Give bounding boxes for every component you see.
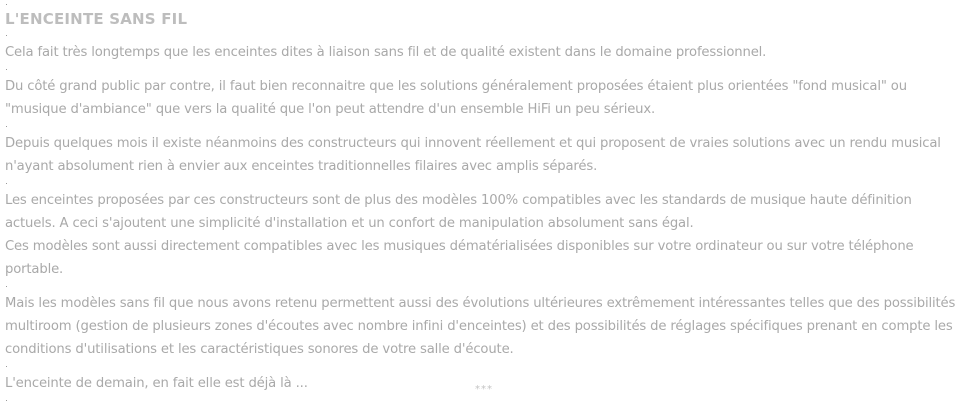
paragraph-intro: Cela fait très longtemps que les enceintes dites à liaison sans fil et de qualité existent dans le domaine professionnel. <box>5 45 767 60</box>
paragraph-compatibility: Ces modèles sont aussi directement compatibles avec les musiques dématérialisées disponibles sur votre ordinateur ou sur votre téléphone portable. <box>5 239 914 277</box>
paragraph-standards: Les enceintes proposées par ces constructeurs sont de plus des modèles 100% compatibles avec les standards de musique haute définition actuels. A ceci s'ajoutent une simplicité d'installation et un confort de manipulation absolument sans égal. <box>5 193 912 231</box>
spacer-dot <box>6 126 7 127</box>
article <box>5 4 965 401</box>
paragraph-innovators: Depuis quelques mois il existe néanmoins des constructeurs qui innovent réellement et qui proposent de vraies solutions avec un rendu musical n'ayant absolument rien à envier aux enceintes traditionnelles filaires avec amplis séparés. <box>5 136 941 174</box>
spacer-dot <box>6 286 7 287</box>
spacer-dot <box>6 400 7 401</box>
paragraph-multiroom: Mais les modèles sans fil que nous avons retenu permettent aussi des évolutions ultérieures extrêmement intéressantes telles que des possibilités multiroom (gestion de plusieurs zones d'écoutes avec nombre infini d'enceintes) et des possibilités de réglages spécifiques prenant en compte les conditions d'utilisations et les caractéristiques sonores de votre salle d'écoute. <box>5 296 956 357</box>
section-separator: *** <box>475 384 493 395</box>
spacer-dot <box>6 35 7 36</box>
spacer-dot <box>6 4 7 5</box>
spacer-dot <box>6 69 7 70</box>
article-title: L'ENCEINTE SANS FIL <box>5 10 188 28</box>
paragraph-consumer: Du côté grand public par contre, il faut bien reconnaitre que les solutions généralement proposées étaient plus orientées "fond musical" ou "musique d'ambiance" que vers la qualité que l'on peut attendre d'un ensemble HiFi un peu sérieux. <box>5 79 907 117</box>
spacer-dot <box>6 366 7 367</box>
spacer-dot <box>6 183 7 184</box>
paragraph-conclusion: L'enceinte de demain, en fait elle est déjà là ... <box>5 376 308 391</box>
